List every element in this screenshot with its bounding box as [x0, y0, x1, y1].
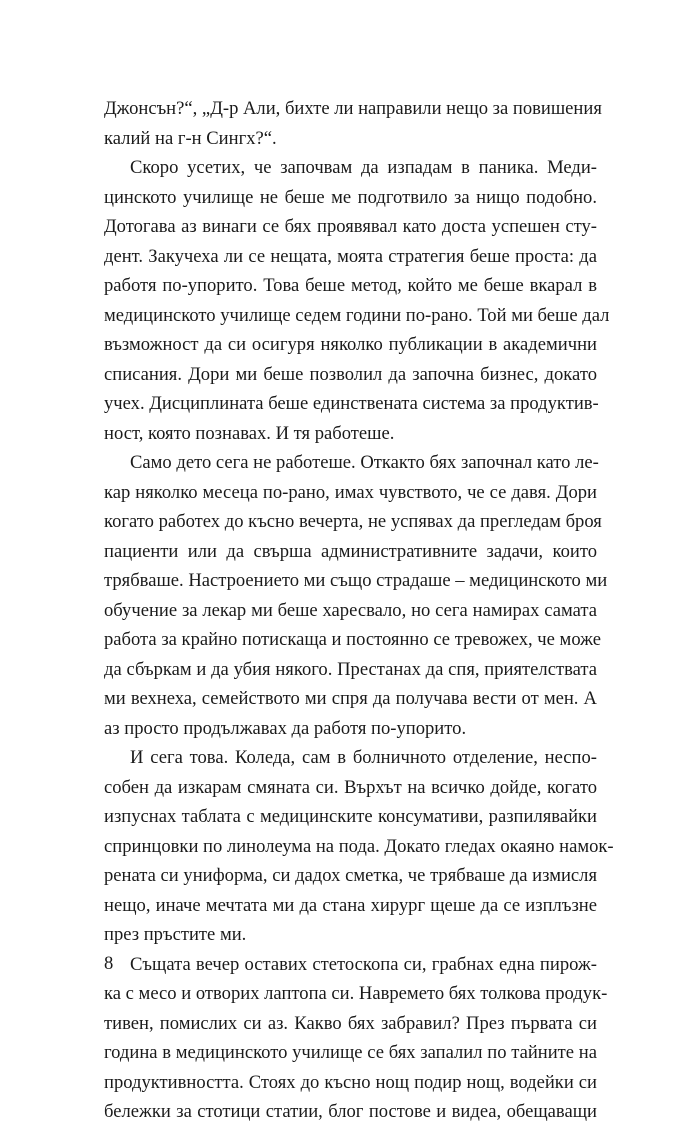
text-line: работа за крайно потискаща и постоянно се тревожех, че може — [104, 629, 602, 650]
paragraph — [104, 94, 602, 153]
body-text — [104, 94, 614, 1127]
text-line: продуктивността. Стоях до късно нощ подир нощ, водейки си — [104, 1071, 597, 1093]
text-line: кар няколко месеца по-рано, имах чувството, че се давя. Дори — [104, 481, 597, 503]
text-line: аз просто продължавах да работя по-упорито. — [104, 717, 467, 739]
text-line: спринцовки по линолеума на пода. Докато гледах окаяно намок- — [104, 835, 614, 857]
text-line: дент. Закучеха ли се нещата, моята стратегия беше проста: да — [104, 245, 597, 267]
text-line: Само дето сега не работеше. Откакто бях започнал като ле- — [130, 452, 599, 473]
text-line: калий на г-н Сингх?“. — [104, 127, 277, 149]
text-line: рената си униформа, си дадох сметка, че трябваше да измисля — [104, 865, 597, 886]
text-line: нещо, иначе мечтата ми да стана хирург щеше да се изплъзне — [104, 894, 597, 916]
text-line: да сбъркам и да убия някого. Престанах да спя, приятелствата — [104, 658, 597, 680]
text-line: Същата вечер оставих стетоскопа си, грабнах една пирож- — [130, 953, 597, 975]
text-line: ност, която познавах. И тя работеше. — [104, 422, 395, 444]
text-line: Дотогава аз винаги се бях проявявал като доста успешен сту- — [104, 216, 597, 237]
text-line: през пръстите ми. — [104, 924, 247, 945]
text-line: трябваше. Настроението ми също страдаше – медицинското ми — [104, 570, 608, 591]
text-line: ми вехнеха, семейството ми спря да получава вести от мен. А — [104, 688, 597, 709]
paragraph — [104, 743, 614, 950]
text-line: година в медицинското училище се бях запалил по тайните на — [104, 1042, 597, 1063]
text-line: И сега това. Коледа, сам в болничното отделение, неспо- — [130, 747, 597, 768]
text-line: пациенти или да свърша административните задачи, които — [104, 540, 597, 562]
text-line: списания. Дори ми беше позволил да започна бизнес, докато — [104, 363, 597, 385]
text-line: цинското училище не беше ме подготвило за нищо подобно. — [104, 186, 597, 208]
text-line: тивен, помислих си аз. Какво бях забравил? През първата си — [104, 1012, 597, 1034]
text-line: обучение за лекар ми беше харесвало, но сега намирах самата — [104, 599, 597, 621]
text-line: медицинското училище седем години по-рано. Той ми беше дал — [104, 304, 610, 326]
text-line: Скоро усетих, че започвам да изпадам в паника. Меди- — [130, 157, 597, 178]
text-line: собен да изкарам смяната си. Върхът на всичко дойде, когато — [104, 776, 597, 798]
paragraph — [104, 950, 608, 1127]
paragraph — [104, 448, 608, 743]
text-line: възможност да си осигуря няколко публикации в академични — [104, 334, 597, 355]
text-line: учех. Дисциплината беше единствената система за продуктив- — [104, 393, 599, 414]
text-line: бележки за стотици статии, блог постове и видеа, обещаващи — [104, 1101, 597, 1122]
paragraph — [104, 153, 610, 448]
text-line: Джонсън?“, „Д-р Али, бихте ли направили нещо за повишения — [104, 98, 602, 119]
page-number: 8 — [104, 953, 114, 974]
text-line: ка с месо и отворих лаптопа си. Навремето бях толкова продук- — [104, 983, 608, 1004]
text-line: работя по-упорито. Това беше метод, който ме беше вкарал в — [104, 275, 597, 296]
text-line: когато работех до късно вечерта, не успявах да прегледам броя — [104, 511, 602, 532]
text-line: изпуснах таблата с медицинските консумативи, разпилявайки — [104, 806, 597, 827]
